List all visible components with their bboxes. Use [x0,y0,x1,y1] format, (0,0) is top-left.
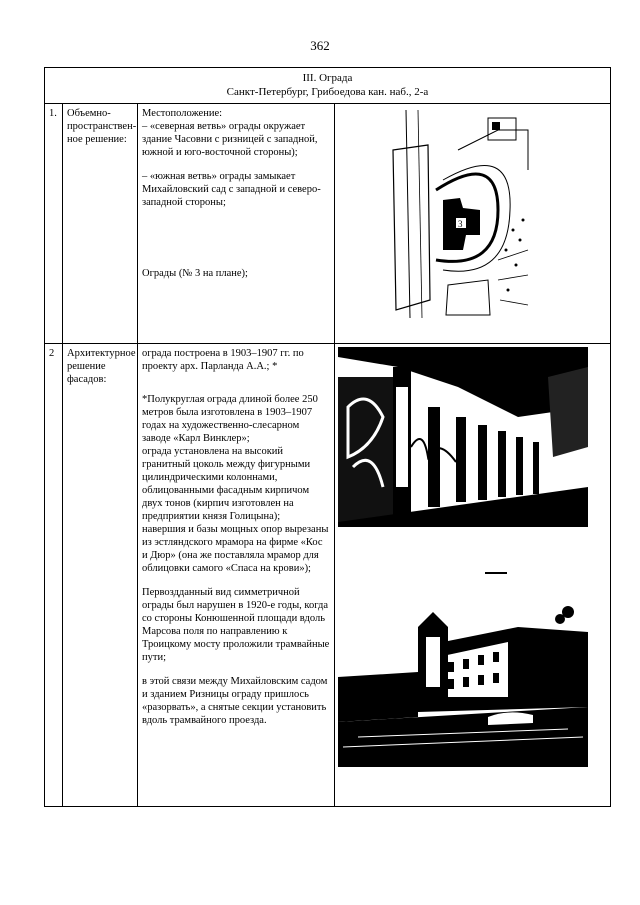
row-number: 1. [45,104,63,344]
row-description [138,344,335,807]
description-paragraph: – «южная ветвь» ограды замыкает Михайловский сад с западной и северо-западной стороны; [142,171,321,208]
description-paragraph: ограда установлена на высокий гранитный цоколь между фигурными цилиндрическими колоннами, облицованными фасадным кирпичом двух тонов (кирпич изготовлен на предприятии князя Голицына); [142,446,311,522]
tram-track-photo [338,597,588,767]
plan-image-cell [335,104,611,344]
site-plan-map [388,110,533,318]
fence-photo [338,347,588,527]
row-description [138,104,335,344]
row-number: 2 [45,344,63,807]
description-paragraph: в этой связи между Михайловским садом и зданием Ризницы ограду пришлось «разорвать», а снятые секции установить вдоль трамвайного проезда. [142,676,328,726]
page-number: 362 [310,38,330,53]
description-paragraph: – «северная ветвь» ограды окружает здание Часовни с ризницей с западной, южной и юго-восточной стороны); [142,121,318,158]
divider-mark [485,572,507,574]
plan-marker-number: 3 [458,219,463,229]
table-row [45,344,611,807]
description-paragraph: Первоздданный вид симметричной ограды был нарушен в 1920-е годы, когда со стороны Конюшенной площади вдоль Марсова поля по направлению к Троицкому мосту проложили трамвайные пути; [142,587,330,663]
description-paragraph: Ограды (№ 3 на плане); [142,268,248,279]
row-aspect: Архитектурное решение фасадов: [63,344,138,807]
table-row [45,104,611,344]
description-paragraph: Местоположение: [142,108,223,119]
photos-cell [335,344,611,807]
description-paragraph: навершия и базы мощных опор вырезаны из эстляндского мрамора на фирме «Кос и Дюр» (она же поставляла мрамор для облицовки самого «Спаса на крови»); [142,524,329,574]
description-paragraph: ограда построена в 1903–1907 гг. по проекту арх. Парланда А.А.; * [142,348,304,372]
description-paragraph: *Полукруглая ограда длиной более 250 метров была изготовлена в 1903–1907 годах на художественно-слесарном заводе «Карл Винклер»; [142,394,318,444]
specification-table [44,67,611,807]
section-header [45,68,611,104]
section-address: Санкт-Петербург, Грибоедова кан. наб., 2-а [226,86,429,98]
row-aspect: Объемно-пространствен-ное решение: [63,104,138,344]
section-title: III. Ограда [302,72,353,84]
